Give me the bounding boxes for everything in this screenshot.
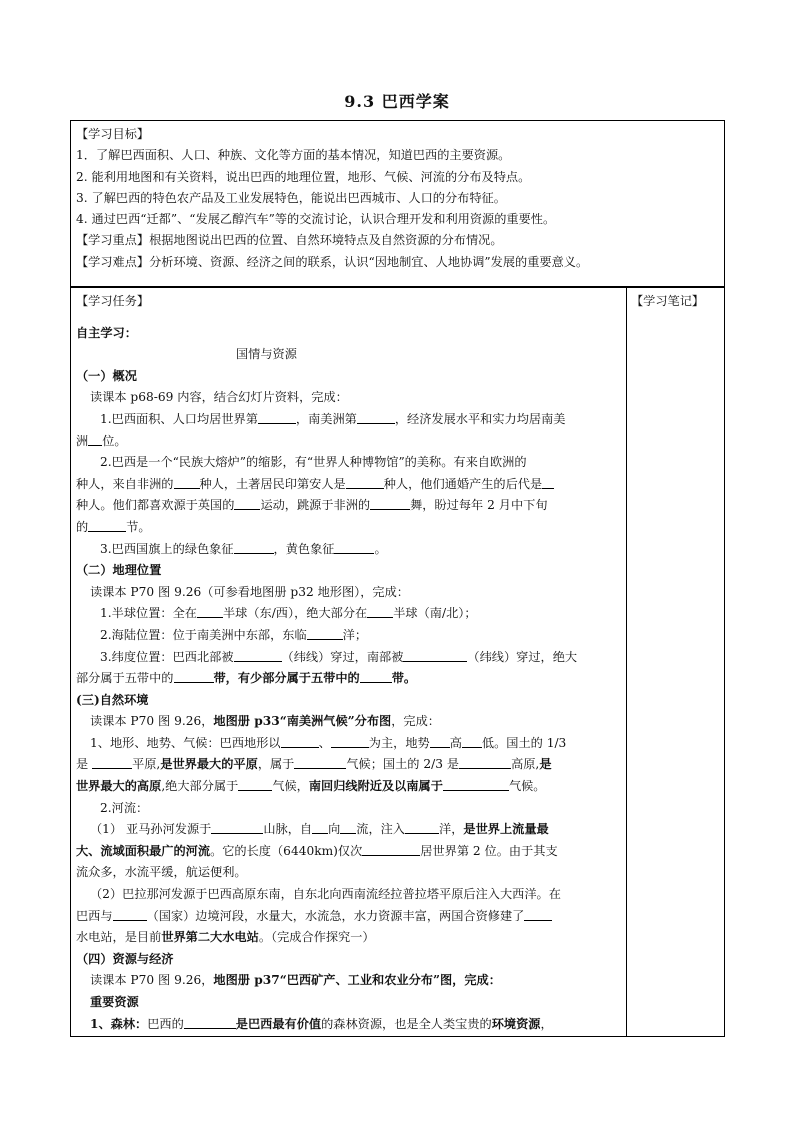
blank[interactable] bbox=[307, 627, 343, 640]
blank[interactable] bbox=[174, 670, 214, 683]
goal-item-1: 1．了解巴西面积、人口、种族、文化等方面的基本情况，知道巴西的主要资源。 bbox=[76, 148, 511, 163]
page-title: 9.3 巴西学案 bbox=[344, 92, 450, 111]
blank[interactable] bbox=[443, 778, 509, 791]
section-resources-intro: 读课本 P70 图 9.26，地图册 p37“巴西矿产、工业和农业分布”图，完成： bbox=[90, 973, 501, 988]
overview-q2-cont2: 种人。他们都喜欢源于英国的 运动，跳源于非洲的 舞，盼过每年 2 月中下旬 bbox=[76, 498, 548, 513]
blank[interactable] bbox=[331, 735, 369, 748]
blank[interactable] bbox=[524, 908, 552, 921]
blank[interactable] bbox=[234, 649, 282, 662]
river-q2-cont: 巴西与 （国家）边境河段，水量大，水流急，水力资源丰富，两国合资修建了 bbox=[76, 906, 621, 928]
blank[interactable] bbox=[459, 756, 511, 769]
environment-q2: 2.河流： bbox=[100, 800, 149, 815]
difficult-points: 【学习难点】分析环境、资源、经济之间的联系，认识“因地制宜、人地协调”发展的重要意义。 bbox=[76, 254, 589, 269]
section-overview-heading: （一）概况 bbox=[76, 368, 137, 383]
blank[interactable] bbox=[430, 735, 450, 748]
blank[interactable] bbox=[211, 821, 263, 834]
blank[interactable] bbox=[462, 735, 482, 748]
blank[interactable] bbox=[88, 519, 126, 532]
blank[interactable] bbox=[234, 541, 274, 554]
goal-item-2: 2. 能利用地图和有关资料，说出巴西的地理位置，地形、气候、河流的分布及特点。 bbox=[76, 169, 531, 184]
blank[interactable] bbox=[258, 411, 296, 424]
blank[interactable] bbox=[92, 756, 132, 769]
section-environment-heading: (三)自然环境 bbox=[76, 692, 149, 707]
learning-task-box bbox=[70, 287, 627, 1037]
environment-q1-cont: 是 平原,是世界最大的平原，属于 气候；国土的 2/3 是 高原,是 bbox=[76, 757, 552, 772]
location-q3-cont: 部分属于五带中的 带，有少部分属于五带中的 带。 bbox=[76, 671, 417, 686]
blank[interactable] bbox=[403, 649, 467, 662]
blank[interactable] bbox=[174, 476, 200, 489]
blank[interactable] bbox=[542, 476, 554, 489]
section-resources-heading: （四）资源与经济 bbox=[76, 951, 174, 966]
blank[interactable] bbox=[340, 821, 356, 834]
overview-q2-cont3: 的 节。 bbox=[76, 519, 151, 534]
river-q2: （2）巴拉那河发源于巴西高原东南，自东北向西南流经拉普拉塔平原后注入大西洋。在 bbox=[90, 887, 561, 902]
blank[interactable] bbox=[346, 476, 384, 489]
notes-header: 【学习笔记】 bbox=[631, 294, 705, 308]
self-study-heading: 自主学习： bbox=[76, 325, 137, 340]
river-q1-cont: 大、流域面积最广的河流。它的长度（6440km)仅次 居世界第 2 位。由于其支 bbox=[76, 843, 558, 858]
resources-subheading: 重要资源 bbox=[90, 995, 139, 1009]
river-q1-cont2: 流众多，水流平缓，航运便利。 bbox=[76, 865, 247, 880]
blank[interactable] bbox=[88, 433, 102, 446]
section-location-intro: 读课本 P70 图 9.26（可参看地图册 p32 地形图），完成： bbox=[90, 584, 409, 599]
goal-item-3: 3. 了解巴西的特色农产品及工业发展特色，能说出巴西城市、人口的分布特征。 bbox=[76, 190, 506, 205]
blank[interactable] bbox=[367, 605, 393, 618]
river-q2-cont2: 水电站，是目前世界第二大水电站。（完成合作探究一） bbox=[76, 930, 375, 945]
overview-q1: 1.巴西面积、人口均居世界第 ，南美洲第 ，经济发展水平和实力均居南美 bbox=[100, 411, 566, 426]
key-points: 【学习重点】根据地图说出巴西的位置、自然环境特点及自然资源的分布情况。 bbox=[76, 233, 503, 248]
environment-q1-cont2: 世界最大的高原,绝大部分属于 气候，南回归线附近及以南属于 气候。 bbox=[76, 779, 546, 794]
task-header: 【学习任务】 bbox=[76, 294, 150, 308]
blank[interactable] bbox=[281, 735, 319, 748]
overview-q1-cont: 洲 位。 bbox=[76, 433, 127, 448]
blank[interactable] bbox=[405, 821, 439, 834]
overview-q2: 2.巴西是一个“民族大熔炉”的缩影，有“世界人种博物馆”的美称。有来自欧洲的 bbox=[100, 455, 527, 470]
section-overview-intro: 读课本 p68-69 内容，结合幻灯片资料，完成： bbox=[90, 390, 348, 405]
learning-goals-box bbox=[70, 120, 725, 287]
location-q2: 2.海陆位置：位于南美洲中东部，东临 洋； bbox=[100, 627, 368, 642]
blank[interactable] bbox=[238, 778, 272, 791]
environment-q1: 1、地形、地势、气候：巴西地形以 、 为主，地势 高 低。国土的 1/3 bbox=[90, 735, 567, 750]
learning-notes-box[interactable] bbox=[626, 287, 725, 1037]
blank[interactable] bbox=[370, 497, 410, 510]
blank[interactable] bbox=[362, 843, 420, 856]
blank[interactable] bbox=[294, 756, 346, 769]
subtitle: 国情与资源 bbox=[236, 347, 297, 362]
section-environment-intro: 读课本 P70 图 9.26，地图册 p33“南美洲气候”分布图，完成： bbox=[90, 714, 440, 729]
resources-q1: 1、森林：巴西的 是巴西最有价值的森林资源，也是全人类宝贵的环境资源， bbox=[90, 1016, 553, 1031]
blank[interactable] bbox=[234, 497, 260, 510]
blank[interactable] bbox=[360, 670, 392, 683]
overview-q2-cont: 种人，来自非洲的 种人，土著居民印第安人是 种人，他们通婚产生的后代是 bbox=[76, 474, 621, 496]
goals-header: 【学习目标】 bbox=[76, 127, 150, 141]
section-location-heading: （二）地理位置 bbox=[76, 563, 162, 578]
overview-q3: 3.巴西国旗上的绿色象征 ，黄色象征 。 bbox=[100, 541, 387, 556]
blank[interactable] bbox=[357, 411, 395, 424]
blank[interactable] bbox=[312, 821, 328, 834]
blank[interactable] bbox=[184, 1016, 236, 1029]
location-q3: 3.纬度位置：巴西北部被 （纬线）穿过，南部被 （纬线）穿过，绝大 bbox=[100, 649, 578, 664]
location-q1: 1.半球位置：全在 半球（东/西），绝大部分在 半球（南/北）； bbox=[100, 606, 477, 621]
goal-item-4: 4. 通过巴西“迁都”、“发展乙醇汽车”等的交流讨论，认识合理开发和利用资源的重要性。 bbox=[76, 212, 556, 227]
blank[interactable] bbox=[197, 605, 223, 618]
river-q1: （1） 亚马孙河发源于 山脉，自 向 流，注入 洋，是世界上流量最 bbox=[90, 822, 549, 837]
blank[interactable] bbox=[113, 908, 147, 921]
blank[interactable] bbox=[334, 541, 374, 554]
